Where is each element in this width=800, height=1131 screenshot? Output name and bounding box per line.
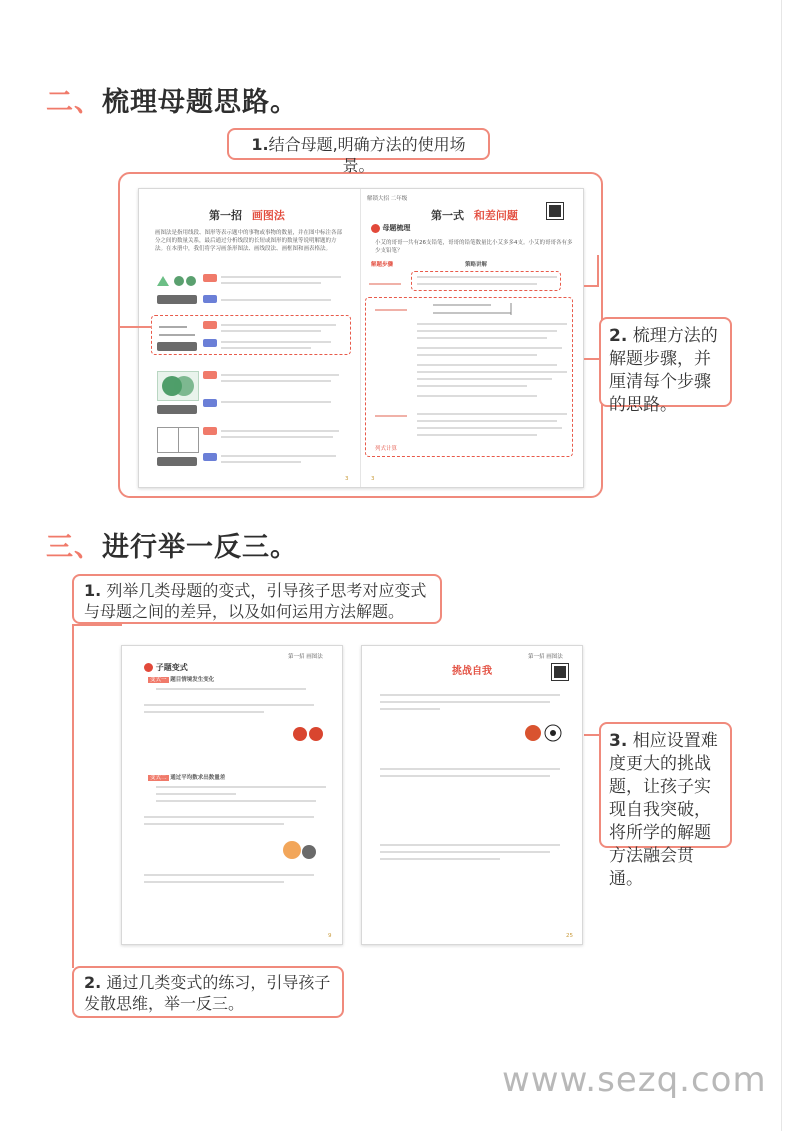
text-line <box>380 701 550 703</box>
connector-line <box>72 624 74 964</box>
running-header: 第一招 画图法 <box>528 654 563 660</box>
diagram-label <box>157 342 197 351</box>
text-line <box>156 793 236 795</box>
method-intro: 画图法是指用线段、图形等表示题中的事物或事物的数量，并在图中标注各部分之间的数量关系，最后通过分析线段的长短或图形的数量等说明解题的方法。在本册中，我们将学习画条形图法、画线段法、画框图和画表格法。 <box>155 230 343 252</box>
page-number: 3 <box>371 476 375 482</box>
step-heading <box>371 223 410 233</box>
step-heading-text: 母题梳理 <box>382 224 411 232</box>
text-line <box>221 461 301 463</box>
connector-line <box>584 285 598 287</box>
connector-line <box>584 358 600 360</box>
tomato-icon <box>292 726 326 746</box>
text-line <box>417 378 552 380</box>
step-tag <box>375 415 407 417</box>
watermark: www.sezq.com <box>502 1060 767 1100</box>
section-two-number: 二、 <box>46 87 102 118</box>
lesson-title-b: 和差问题 <box>473 209 518 222</box>
step-badge <box>203 295 217 303</box>
text-line <box>221 324 336 326</box>
text-line <box>221 347 311 349</box>
section-three-text: 进行举一反三。 <box>102 532 298 563</box>
callout-scene-number: 1. <box>251 135 269 154</box>
text-line <box>417 413 567 415</box>
variant-two-label: 变式二 <box>150 775 167 781</box>
text-line <box>156 786 326 788</box>
text-line <box>221 401 331 403</box>
callout-steps-number: 2. <box>609 326 628 346</box>
text-line <box>417 427 562 429</box>
step-badge <box>203 453 217 461</box>
section-three-number: 三、 <box>46 532 102 563</box>
text-line <box>417 434 537 436</box>
callout-practice-number: 2. <box>84 973 102 992</box>
text-line <box>380 768 560 770</box>
steps-label: 解题步骤 <box>371 262 394 268</box>
text-line <box>221 341 331 343</box>
text-line <box>417 395 537 397</box>
strategy-label: 策略讲解 <box>465 262 488 268</box>
text-line <box>144 823 284 825</box>
segment-illustration <box>157 323 197 343</box>
callout-challenge-number: 3. <box>609 731 628 751</box>
book-page-variants <box>121 645 343 945</box>
page-number: 9 <box>328 933 332 939</box>
callout-scene-text: 结合母题,明确方法的使用场景。 <box>268 135 466 175</box>
variant-section-heading <box>144 662 188 673</box>
text-line <box>417 330 557 332</box>
variant-section-text: 子题变式 <box>155 663 188 672</box>
running-header: 解锁大招 二年级 <box>367 196 408 202</box>
page-number: 25 <box>566 933 573 939</box>
text-line <box>417 276 557 278</box>
text-line <box>417 283 537 285</box>
connector-line <box>72 624 122 626</box>
method-title <box>209 207 285 223</box>
qr-code-icon <box>547 203 563 219</box>
text-line <box>380 694 560 696</box>
running-header: 第一招 画图法 <box>288 654 323 660</box>
text-line <box>417 323 567 325</box>
text-line <box>417 347 562 349</box>
method-title-b: 画图法 <box>251 209 285 222</box>
circles-illustration <box>157 371 199 401</box>
text-line <box>380 851 550 853</box>
variant-one-title: 题目情境发生变化 <box>170 677 215 683</box>
step-tag <box>369 283 401 285</box>
callout-practice-text: 通过几类变式的练习，引导孩子发散思维，举一反三。 <box>84 973 331 1013</box>
step-badge <box>203 427 217 435</box>
page-edge-line <box>781 0 782 1131</box>
book-page-left <box>139 189 361 487</box>
text-line <box>417 371 567 373</box>
table-illustration <box>157 427 199 453</box>
text-line <box>144 881 284 883</box>
text-line <box>221 430 339 432</box>
book-page-right <box>361 189 583 487</box>
callout-practice <box>72 966 344 1018</box>
section-two-text: 梳理母题思路。 <box>102 87 298 118</box>
page-number: 3 <box>345 476 349 482</box>
text-line <box>417 420 557 422</box>
variant-one-heading <box>148 676 214 684</box>
text-line <box>380 858 500 860</box>
callout-variants-text: 列举几类母题的变式，引导孩子思考对应变式与母题之间的差异，以及如何运用方法解题。 <box>84 581 427 621</box>
text-line <box>380 775 550 777</box>
steps-box <box>365 297 573 457</box>
text-line <box>144 874 314 876</box>
text-line <box>221 330 321 332</box>
book-spread-method <box>138 188 584 488</box>
problem-text: 小艾的哥哥一共有26支铅笔，哥哥的铅笔数量比小艾多多4支。小艾的哥哥各有多少支铅笔？ <box>375 240 573 254</box>
callout-scene <box>227 128 490 175</box>
text-line <box>380 708 440 710</box>
text-line <box>417 364 557 366</box>
qr-code-icon <box>552 664 568 680</box>
text-line <box>221 282 321 284</box>
text-line <box>144 704 314 706</box>
cat-icon <box>282 836 318 868</box>
text-line <box>156 800 316 802</box>
segment-diagram <box>431 301 541 321</box>
text-line <box>221 455 336 457</box>
step-badge <box>203 339 217 347</box>
variant-one-label: 变式一 <box>150 677 167 683</box>
diagram-label <box>157 457 197 466</box>
connector-line <box>597 255 599 287</box>
text-line <box>417 337 547 339</box>
lesson-title-a: 第一式 <box>431 209 464 222</box>
text-line <box>221 299 331 301</box>
highlight-box <box>411 271 561 291</box>
text-line <box>380 844 560 846</box>
section-three-title <box>46 525 298 564</box>
variant-two-title: 通过平均数求出数量差 <box>170 775 226 781</box>
step-badge <box>203 274 217 282</box>
connector-line <box>118 326 152 328</box>
connector-line <box>584 734 600 736</box>
callout-challenge-text: 相应设置难度更大的挑战题，让孩子实现自我突破，将所学的解题方法融会贯通。 <box>609 731 718 889</box>
text-line <box>221 380 331 382</box>
text-line <box>221 436 333 438</box>
callout-challenge <box>599 722 732 889</box>
text-line <box>156 688 306 690</box>
text-line <box>221 374 339 376</box>
diagram-label <box>157 295 197 304</box>
method-title-a: 第一招 <box>209 209 242 222</box>
callout-variants-number: 1. <box>84 581 102 600</box>
callout-steps <box>599 317 732 415</box>
step-badge <box>203 399 217 407</box>
step-badge <box>203 371 217 379</box>
shapes-illustration <box>155 273 203 292</box>
step-tag <box>375 309 407 311</box>
text-line <box>417 385 527 387</box>
challenge-title: 挑战自我 <box>452 666 492 677</box>
lesson-title <box>431 207 518 223</box>
final-step-label: 列式计算 <box>375 446 398 452</box>
book-page-challenge <box>361 645 583 945</box>
diagram-label <box>157 405 197 414</box>
text-line <box>221 276 341 278</box>
variant-two-heading <box>148 774 225 782</box>
text-line <box>417 354 537 356</box>
step-badge <box>203 321 217 329</box>
text-line <box>144 711 264 713</box>
callout-variants <box>72 574 442 624</box>
section-two-title <box>46 80 298 119</box>
text-line <box>144 816 314 818</box>
balls-icon <box>524 724 564 746</box>
callout-steps-text: 梳理方法的解题步骤，并厘清每个步骤的思路。 <box>609 326 718 415</box>
